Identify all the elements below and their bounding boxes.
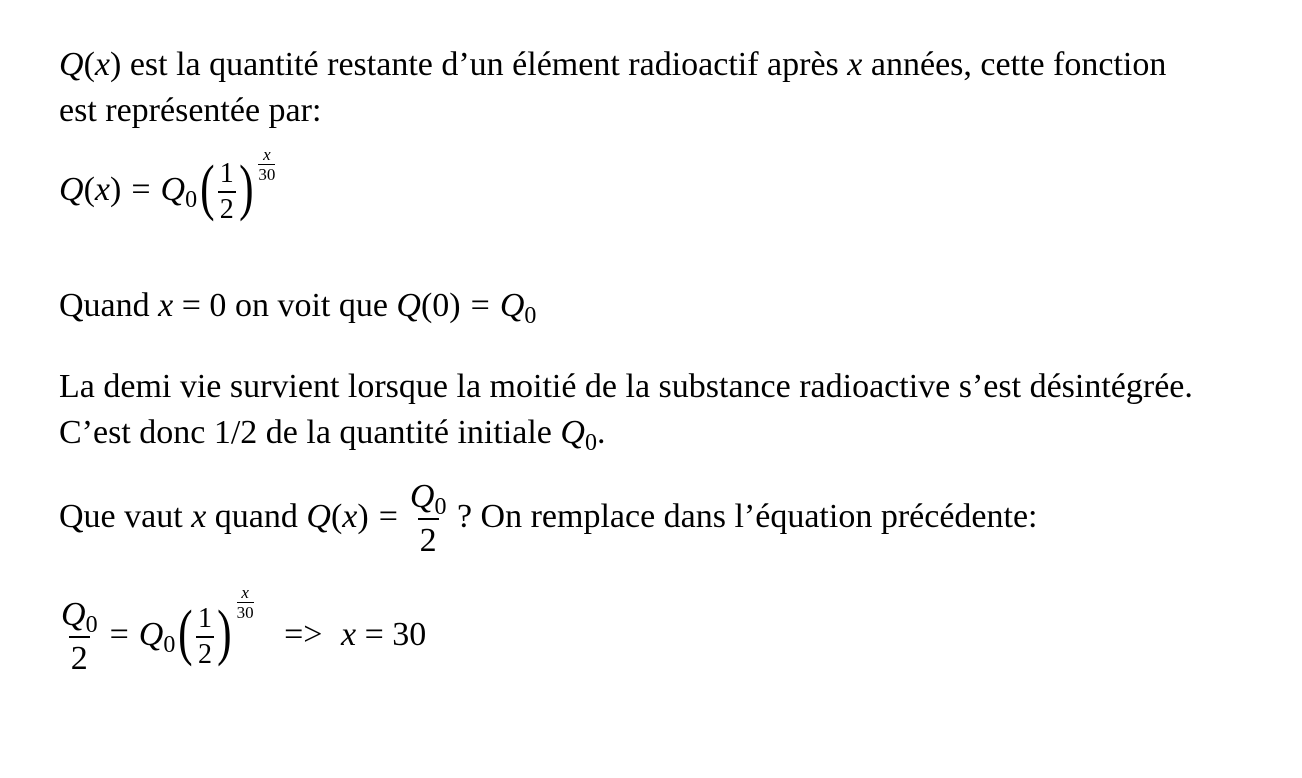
formula-2-var-x: x	[340, 615, 357, 653]
quand-q0-sub: 0	[524, 303, 537, 329]
quand-q: Q	[396, 287, 421, 324]
question-frac-num	[408, 480, 449, 518]
formula-1-q0: Q	[160, 170, 186, 208]
q-function: Q	[59, 46, 84, 83]
question-frac-num-sub: 0	[434, 494, 447, 520]
formula-1-lhs-arg: (x)	[83, 170, 122, 208]
formula-1	[59, 145, 276, 225]
question-text-a: Que vaut	[59, 497, 183, 535]
quand-arg: (0)	[420, 287, 461, 324]
question-q: Q	[306, 497, 331, 535]
variable-x: x	[847, 46, 863, 83]
formula-1-left-paren: (	[200, 154, 215, 222]
formula-2-right-paren: )	[217, 599, 232, 667]
demi-vie-line-1: La demi vie survient lorsque la moitié de la substance radioactive s’est désintégrée.	[59, 368, 1193, 405]
formula-2-exponent	[237, 584, 254, 621]
question-frac-num-q: Q	[409, 478, 435, 515]
question-line	[59, 480, 1038, 558]
formula-2-lhs-num-q: Q	[61, 596, 86, 633]
question-var-x: x	[191, 497, 207, 535]
intro-line-2: est représentée par:	[59, 92, 322, 129]
formula-1-right-paren: )	[238, 154, 254, 222]
quand-var-x: x	[158, 287, 174, 324]
formula-2-half-den: 2	[196, 636, 214, 669]
demi-vie-line-2	[59, 410, 1193, 459]
formula-2-lhs-num-sub: 0	[85, 612, 98, 638]
formula-1-q0-sub: 0	[185, 186, 198, 213]
q-argument: (x)	[83, 46, 122, 83]
formula-1-half-num: 1	[219, 158, 234, 189]
quand-q0: Q	[499, 287, 525, 324]
intro-text-b: années, cette fonction	[870, 46, 1167, 83]
formula-2-lhs-num	[59, 598, 100, 636]
quand-eq2: =	[470, 287, 490, 324]
formula-2-result: = 30	[364, 615, 427, 653]
question-eq: =	[378, 497, 398, 535]
quand-eq: = 0	[181, 287, 227, 324]
formula-2-exp-num: x	[241, 583, 249, 602]
intro-line-1	[59, 42, 1166, 88]
formula-1-equals: =	[131, 170, 151, 208]
formula-1-exp-num: x	[263, 145, 271, 164]
formula-1-half-den: 2	[218, 191, 236, 224]
formula-2-lhs-fraction	[59, 598, 100, 676]
formula-2-lhs-den: 2	[69, 636, 90, 676]
question-frac-den: 2	[418, 518, 439, 558]
question-fraction	[408, 480, 449, 558]
demi-vie-q0-sub: 0	[584, 430, 597, 456]
formula-2-arrow: =>	[284, 615, 323, 653]
question-text-b: quand	[214, 497, 298, 535]
quand-text-a: Quand	[59, 287, 150, 324]
formula-2-exp-den: 30	[236, 603, 254, 622]
intro-text-a: est la quantité restante d’un élément radioactif après	[129, 46, 839, 83]
quand-text-b: on voit que	[234, 287, 388, 324]
formula-2-half-fraction	[196, 605, 214, 669]
question-text-c: ? On remplace dans l’équation précédente:	[456, 497, 1038, 535]
formula-2-half-num: 1	[197, 603, 212, 634]
formula-1-exponent	[258, 146, 275, 183]
formula-1-exp-den: 30	[258, 165, 276, 184]
quand-line	[59, 283, 536, 332]
formula-2-equals: =	[109, 615, 129, 653]
formula-1-half-fraction	[218, 160, 236, 224]
formula-2-q0-sub: 0	[163, 631, 176, 658]
formula-2-q0: Q	[138, 615, 164, 653]
demi-vie-line-2-b: .	[596, 414, 606, 451]
demi-vie-paragraph	[59, 364, 1193, 459]
demi-vie-line-2-a: C’est donc 1/2 de la quantité initiale	[59, 414, 552, 451]
intro-paragraph	[59, 42, 1166, 134]
demi-vie-q0: Q	[560, 414, 585, 451]
formula-1-lhs-q: Q	[59, 170, 84, 208]
question-arg: (x)	[330, 497, 369, 535]
formula-2-left-paren: (	[178, 599, 193, 667]
formula-2	[59, 583, 427, 677]
